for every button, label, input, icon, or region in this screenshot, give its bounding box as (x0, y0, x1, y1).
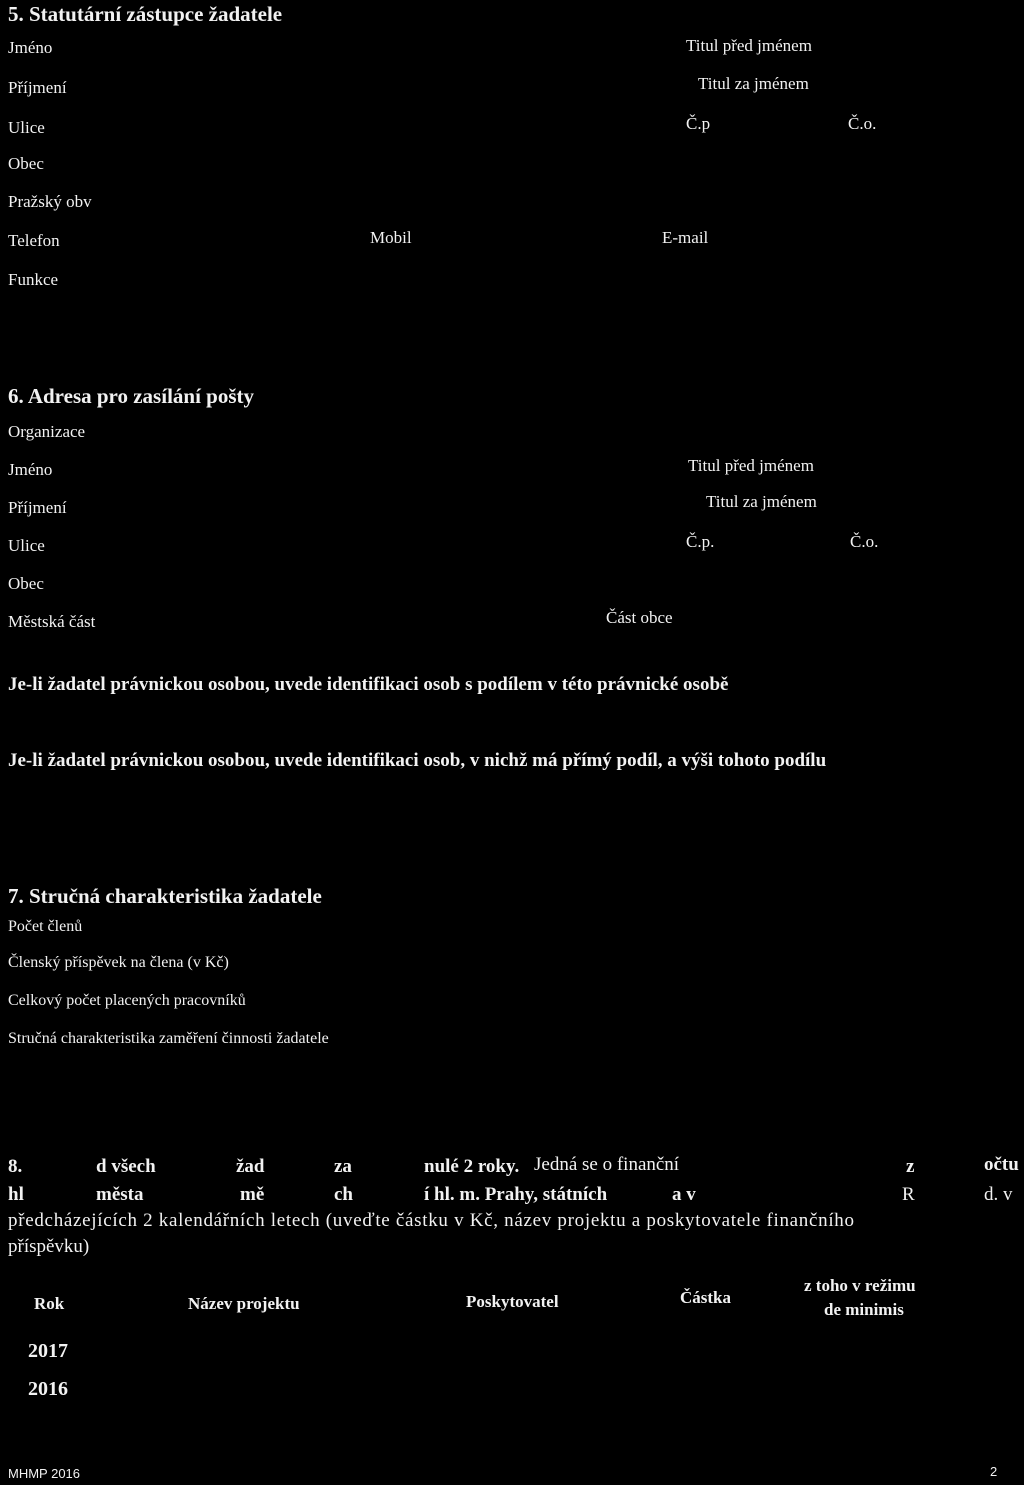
footer-mhmp: MHMP 2016 (8, 1466, 81, 1481)
table-header-de-minimis-2: de minimis (824, 1300, 904, 1319)
s5-co-label: Č.o. (848, 114, 877, 133)
page-number: 2 (990, 1464, 998, 1479)
s6-prijmeni-label: Příjmení (8, 498, 67, 517)
s8-l2-c6: a v (672, 1184, 696, 1205)
s8-l1-c8: očtu (984, 1154, 1019, 1175)
s6-ulice-label: Ulice (8, 536, 45, 555)
table-header-de-minimis-1: z toho v režimu (804, 1276, 916, 1295)
s6-cp-label: Č.p. (686, 532, 715, 551)
pravnicka-osoba-primy-podil-text: Je-li žadatel právnickou osobou, uvede identifikaci osob, v nichž má přímý podíl, a výši tohoto podílu (8, 750, 827, 771)
s5-email-label: E-mail (662, 228, 709, 247)
s7-pocet-clenu-label: Počet členů (8, 918, 83, 935)
s5-titul-pred-label: Titul před jménem (686, 36, 812, 55)
table-header-rok: Rok (34, 1294, 65, 1313)
s5-cp-label: Č.p (686, 114, 711, 133)
pravnicka-osoba-podil-text: Je-li žadatel právnickou osobou, uvede identifikaci osob s podílem v této právnické osobě (8, 674, 729, 695)
s8-l2-c7: R (902, 1184, 915, 1205)
s7-placenych-pracovniku-label: Celkový počet placených pracovníků (8, 992, 246, 1009)
s5-prazsky-obv-label: Pražský obv (8, 192, 92, 211)
s5-mobil-label: Mobil (370, 228, 412, 247)
s6-organizace-label: Organizace (8, 422, 86, 441)
s6-obec-label: Obec (8, 574, 44, 593)
s8-l3: předcházejících 2 kalendářních letech (uveďte částku v Kč, název projektu a poskytovatele finančního (8, 1210, 855, 1231)
s8-l2-c4: ch (334, 1184, 353, 1205)
table-header-nazev-projektu: Název projektu (188, 1294, 300, 1313)
s6-jmeno-label: Jméno (8, 460, 53, 479)
s8-l2-c8: d. v (984, 1184, 1013, 1205)
s8-l2-c3: mě (240, 1184, 265, 1205)
s5-titul-za-label: Titul za jménem (698, 74, 809, 93)
s8-l2-c2: města (96, 1184, 144, 1205)
s5-ulice-label: Ulice (8, 118, 45, 137)
s8-l1-c6: Jedná se o finanční (534, 1154, 680, 1175)
s7-clensky-prispevek-label: Členský příspěvek na člena (v Kč) (8, 954, 229, 971)
s8-l1-c2: d všech (96, 1156, 156, 1177)
s7-zamereni-cinnosti-label: Stručná charakteristika zaměření činnosti žadatele (8, 1030, 329, 1047)
table-row-rok: 2016 (28, 1378, 68, 1400)
section-7-heading: 7. Stručná charakteristika žadatele (8, 884, 322, 908)
s8-l1-c3: žad (236, 1156, 265, 1177)
table-row-rok: 2017 (28, 1340, 68, 1362)
s6-titul-za-label: Titul za jménem (706, 492, 817, 511)
section-6-heading: 6. Adresa pro zasílání pošty (8, 384, 255, 408)
s8-l1-c1: 8. (8, 1156, 23, 1177)
s5-prijmeni-label: Příjmení (8, 78, 67, 97)
s8-l2-c1: hl (8, 1184, 24, 1205)
table-header-castka: Částka (680, 1288, 732, 1307)
s5-telefon-label: Telefon (8, 231, 60, 250)
s8-l4: příspěvku) (8, 1236, 90, 1257)
s6-titul-pred-label: Titul před jménem (688, 456, 814, 475)
s8-l1-c7: z (906, 1156, 915, 1177)
s8-l2-c5: í hl. m. Prahy, státních (424, 1184, 608, 1205)
s5-funkce-label: Funkce (8, 270, 59, 289)
s6-mestska-cast-label: Městská část (8, 612, 96, 631)
table-header-poskytovatel: Poskytovatel (466, 1292, 559, 1311)
s6-co-label: Č.o. (850, 532, 879, 551)
s8-l1-c5: nulé 2 roky. (424, 1156, 520, 1177)
s8-l1-c4: za (334, 1156, 352, 1177)
s5-obec-label: Obec (8, 154, 44, 173)
section-5-heading: 5. Statutární zástupce žadatele (8, 2, 283, 26)
s6-cast-obce-label: Část obce (606, 608, 673, 627)
s5-jmeno-label: Jméno (8, 38, 53, 57)
